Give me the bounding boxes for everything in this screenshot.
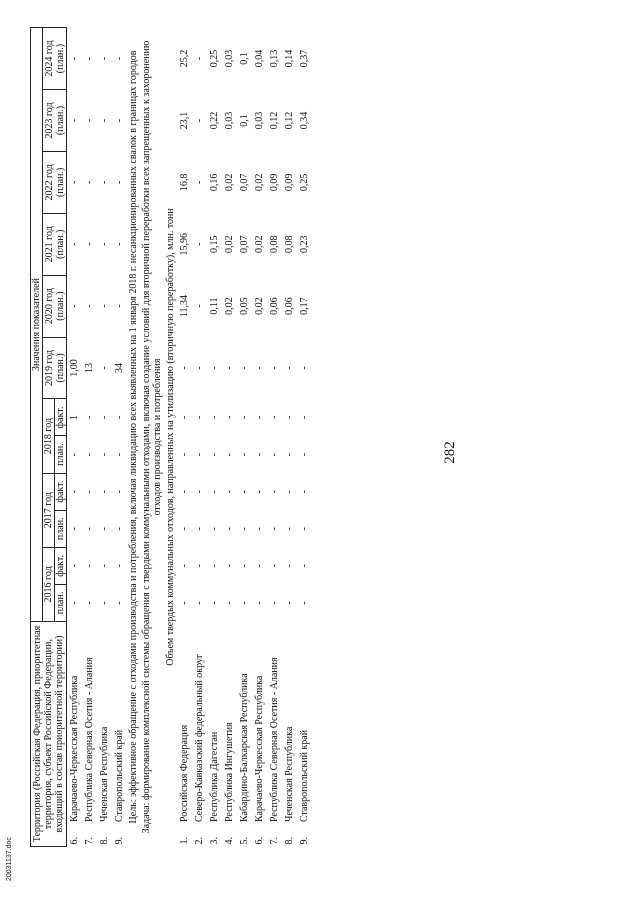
row-value: - (99, 56, 110, 61)
row-value: - (69, 452, 80, 457)
row-value: - (299, 601, 310, 605)
row-value: - (239, 415, 250, 420)
row-value: - (284, 601, 295, 605)
row-value: - (114, 489, 125, 494)
row-value: - (299, 415, 310, 420)
row-value: - (284, 366, 295, 370)
row-value: - (84, 415, 95, 420)
row-value: - (269, 452, 280, 457)
sub-header: план. (55, 510, 67, 547)
row-value: - (84, 564, 95, 568)
row-value: - (269, 489, 280, 494)
row-value: - (99, 366, 110, 370)
row-value: - (284, 489, 295, 494)
row-value: - (179, 527, 190, 531)
row-number: 8. (284, 837, 295, 845)
row-value: 1,00 (69, 359, 80, 377)
row-value: - (99, 415, 110, 420)
row-value: 0,15 (209, 235, 220, 253)
year-header: 2017 год (43, 473, 55, 547)
task-text: Задача: формирование комплексной системы обращения с твердыми коммунальными отходами, включая создание условий для вторичной переработки всех запрещенных к захоронению отходов производства и потребления (141, 40, 163, 834)
row-value: 16,8 (179, 173, 190, 192)
row-value: - (84, 304, 95, 308)
row-value: 0,16 (209, 173, 220, 192)
row-territory: Республика Дагестан (209, 731, 220, 823)
row-value: - (114, 304, 125, 308)
row-value: - (254, 564, 265, 568)
row-value: - (99, 564, 110, 568)
row-value: 0,34 (299, 111, 310, 130)
row-value: - (194, 304, 205, 308)
row-number: 8. (99, 837, 110, 845)
year-header: 2018 год (43, 399, 55, 473)
row-value: - (179, 601, 190, 605)
territory-header: Территория (Российская Федерация, приоритетная территория, субъект Российской Федерации, входящий в состав приоритетной территории) (31, 622, 67, 847)
row-value: - (99, 180, 110, 185)
row-value: - (209, 452, 220, 457)
row-value: - (84, 489, 95, 494)
row-value: 0,04 (254, 49, 265, 68)
row-number: 7. (84, 837, 95, 845)
row-value: - (194, 564, 205, 568)
row-value: - (69, 489, 80, 494)
sub-header: факт. (55, 399, 67, 436)
row-value: - (284, 452, 295, 457)
row-value: - (194, 242, 205, 246)
row-number: 1. (179, 837, 190, 845)
row-value: - (269, 415, 280, 420)
row-value: 0,22 (209, 111, 220, 130)
row-value: - (299, 527, 310, 531)
row-value: 0,03 (254, 111, 265, 130)
row-value: 0,1 (239, 52, 250, 65)
row-value: - (239, 452, 250, 457)
row-value: - (269, 564, 280, 568)
row-value: 0,17 (299, 297, 310, 315)
table-row (237, 28, 252, 847)
row-value: - (114, 527, 125, 531)
row-value: - (114, 180, 125, 185)
row-value: 0,02 (224, 235, 235, 253)
row-value: - (69, 118, 80, 123)
table-row (252, 28, 267, 847)
row-value: - (284, 527, 295, 531)
row-value: - (69, 304, 80, 308)
row-territory: Ставропольский край (299, 729, 310, 823)
row-value: - (84, 527, 95, 531)
row-value: - (239, 601, 250, 605)
row-value: - (194, 527, 205, 531)
plan-year-header: 2022 год (план.) (43, 151, 67, 213)
table-row (177, 28, 192, 847)
sub-header: факт. (55, 473, 67, 510)
row-value: - (224, 527, 235, 531)
row-territory: Чеченская Республика (99, 726, 110, 823)
row-value: 0,08 (284, 235, 295, 253)
section-captions (127, 28, 177, 847)
row-value: - (209, 366, 220, 370)
row-value: - (269, 527, 280, 531)
row-value: - (254, 527, 265, 531)
table-row (97, 28, 112, 847)
row-value: 0,07 (239, 173, 250, 192)
indicator-text: Объем твердых коммунальных отходов, направленных на утилизацию (вторичную переработку), млн. тонн (165, 208, 176, 666)
row-value: - (179, 452, 190, 457)
row-value: 0,06 (284, 297, 295, 315)
row-value: - (69, 527, 80, 531)
plan-year-header: 2019 год (план.) (43, 337, 67, 399)
row-value: - (239, 366, 250, 370)
row-value: 0,14 (284, 49, 295, 68)
row-value: - (84, 56, 95, 61)
table-row (267, 28, 282, 847)
row-value: - (194, 118, 205, 123)
row-territory: Российская Федерация (179, 724, 190, 823)
row-value: 11,34 (179, 295, 190, 318)
row-value: 0,09 (269, 173, 280, 192)
row-value: 0,23 (299, 235, 310, 253)
row-value: - (299, 366, 310, 370)
row-value: - (194, 180, 205, 185)
row-value: - (284, 415, 295, 420)
row-value: - (84, 452, 95, 457)
row-value: - (224, 415, 235, 420)
row-value: 0,1 (239, 114, 250, 127)
footer-code: 20031137.doc (6, 837, 13, 881)
row-value: - (84, 601, 95, 605)
row-value: 13 (84, 362, 95, 373)
row-value: - (299, 489, 310, 494)
row-value: - (209, 489, 220, 494)
row-value: - (254, 452, 265, 457)
row-value: - (224, 489, 235, 494)
row-value: 0,02 (254, 173, 265, 192)
row-territory: Карачаево-Черкесская Республика (254, 675, 265, 823)
row-value: - (84, 180, 95, 185)
row-value: - (69, 564, 80, 568)
row-value: - (284, 564, 295, 568)
table-row (112, 28, 127, 847)
row-territory: Северо-Кавказский федеральный округ (194, 653, 205, 823)
table-row (207, 28, 222, 847)
sub-header: план. (55, 584, 67, 621)
row-value: 0,12 (284, 111, 295, 130)
goal-text: Цель: эффективное обращение с отходами производства и потребления, включая ликвидацию всех выявленных на 1 января 2018 г. несанкционированных свалок в границах городов (128, 50, 139, 824)
row-value: - (224, 366, 235, 370)
row-value: - (99, 489, 110, 494)
row-value: 25,2 (179, 49, 190, 68)
row-value: 1 (69, 414, 80, 420)
row-value: - (99, 118, 110, 123)
row-value: - (69, 601, 80, 605)
row-value: - (239, 564, 250, 568)
row-number: 2. (194, 837, 205, 845)
row-value: - (299, 564, 310, 568)
row-value: - (114, 601, 125, 605)
row-value: - (194, 366, 205, 370)
row-value: - (84, 118, 95, 123)
plan-year-header: 2020 год (план.) (43, 275, 67, 337)
row-value: - (99, 527, 110, 531)
row-value: - (114, 118, 125, 123)
row-value: - (69, 180, 80, 185)
row-value: - (239, 489, 250, 494)
row-value: 0,02 (254, 297, 265, 315)
table-row (67, 28, 83, 847)
row-value: - (269, 601, 280, 605)
row-territory: Чеченская Республика (284, 726, 295, 823)
row-value: 0,08 (269, 235, 280, 253)
values-header: Значения показателей (31, 28, 43, 622)
table-row (297, 28, 312, 847)
row-value: 0,09 (284, 173, 295, 192)
plan-year-header: 2023 год (план.) (43, 90, 67, 152)
row-value: 0,02 (224, 297, 235, 315)
row-value: - (99, 601, 110, 605)
row-territory: Республика Северная Осетия - Алания (269, 657, 280, 823)
row-value: 0,07 (239, 235, 250, 253)
row-value: - (209, 601, 220, 605)
row-value: - (194, 601, 205, 605)
row-value: - (84, 242, 95, 246)
row-value: - (209, 564, 220, 568)
row-value: 0,03 (224, 111, 235, 130)
row-territory: Республика Ингушетия (224, 722, 235, 823)
row-value: 0,13 (269, 49, 280, 68)
row-value: 0,02 (224, 173, 235, 192)
row-value: 0,05 (239, 297, 250, 315)
row-value: - (209, 527, 220, 531)
row-value: - (194, 415, 205, 420)
row-number: 9. (299, 837, 310, 845)
row-value: - (114, 242, 125, 246)
row-value: - (254, 366, 265, 370)
row-value: 0,02 (254, 235, 265, 253)
row-value: 23,1 (179, 111, 190, 130)
row-value: - (194, 489, 205, 494)
row-value: 0,25 (299, 173, 310, 192)
row-value: - (254, 489, 265, 494)
row-value: 15,96 (179, 232, 190, 256)
row-territory: Ставропольский край (114, 729, 125, 823)
sub-header: факт. (55, 547, 67, 584)
plan-year-header: 2024 год (план.) (43, 28, 67, 90)
row-number: 7. (269, 837, 280, 845)
row-value: - (179, 366, 190, 370)
plan-year-header: 2021 год (план.) (43, 213, 67, 275)
row-value: - (114, 564, 125, 568)
row-number: 6. (254, 837, 265, 845)
row-value: - (179, 415, 190, 420)
row-value: - (99, 304, 110, 308)
row-value: - (99, 452, 110, 457)
row-value: 0,06 (269, 297, 280, 315)
row-number: 9. (114, 837, 125, 845)
row-value: - (69, 56, 80, 61)
row-territory: Республика Северная Осетия - Алания (84, 657, 95, 823)
block1-rows (67, 28, 128, 847)
row-value: - (114, 452, 125, 457)
row-value: - (224, 564, 235, 568)
table-row (282, 28, 297, 847)
row-value: - (254, 415, 265, 420)
row-value: 0,37 (299, 49, 310, 68)
page-number: 282 (442, 441, 458, 464)
row-value: 0,11 (209, 297, 220, 315)
row-value: 34 (114, 362, 125, 373)
sub-header: план. (55, 436, 67, 473)
row-value: - (299, 452, 310, 457)
row-value: - (194, 452, 205, 457)
row-value: - (194, 56, 205, 61)
row-value: - (209, 415, 220, 420)
row-value: - (114, 56, 125, 61)
row-value: - (69, 242, 80, 246)
table-row (192, 28, 207, 847)
row-value: - (254, 601, 265, 605)
row-value: 0,12 (269, 111, 280, 130)
row-value: - (224, 452, 235, 457)
row-value: 0,25 (209, 49, 220, 68)
row-value: - (179, 564, 190, 568)
row-value: - (239, 527, 250, 531)
row-number: 4. (224, 837, 235, 845)
row-territory: Кабардино-Балкарская Республика (239, 673, 250, 823)
block2-rows (177, 28, 312, 847)
year-header: 2016 год (43, 547, 55, 621)
row-value: - (224, 601, 235, 605)
row-value: - (269, 366, 280, 370)
row-value: - (179, 489, 190, 494)
indicators-table (30, 27, 312, 847)
row-territory: Карачаево-Черкесская Республика (69, 675, 80, 823)
row-value: - (99, 242, 110, 246)
row-value: - (114, 415, 125, 420)
row-number: 5. (239, 837, 250, 845)
table-row (82, 28, 97, 847)
row-number: 6. (69, 837, 80, 845)
table-row (222, 28, 237, 847)
row-value: 0,03 (224, 49, 235, 68)
row-number: 3. (209, 837, 220, 845)
